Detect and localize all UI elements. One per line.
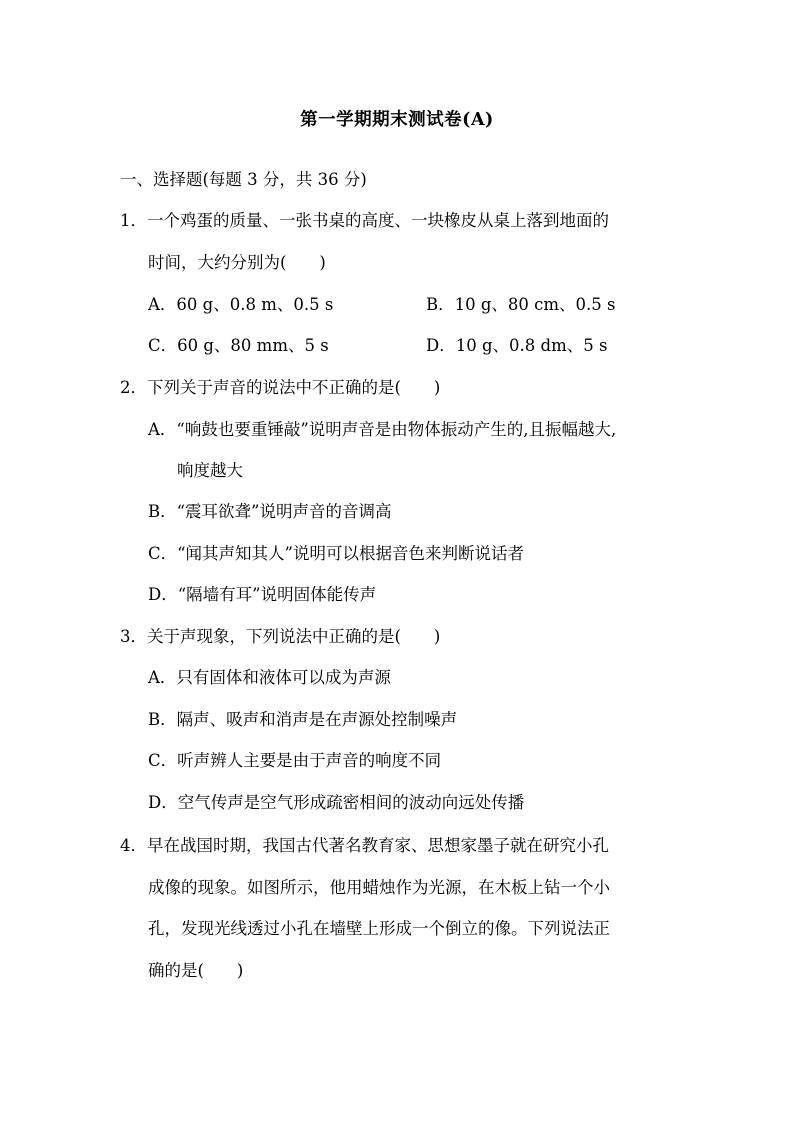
question-1-stem-line-1: 1．一个鸡蛋的质量、一张书桌的高度、一块橡皮从桌上落到地面的 <box>120 211 609 230</box>
question-1-option-c: C．60 g、80 mm、5 s <box>148 336 329 355</box>
question-4-stem-line-3: 孔，发现光线透过小孔在墙壁上形成一个倒立的像。下列说法正 <box>148 919 610 938</box>
question-3-option-a: A．只有固体和液体可以成为声源 <box>148 668 391 687</box>
question-3-option-c: C．听声辨人主要是由于声音的响度不同 <box>148 751 442 770</box>
question-2-option-a: A．“响鼓也要重锤敲”说明声音是由物体振动产生的,且振幅越大, <box>148 420 617 439</box>
question-2-option-d: D．“隔墙有耳”说明固体能传声 <box>148 585 377 604</box>
question-1-option-b: B．10 g、80 cm、0.5 s <box>426 295 616 314</box>
question-4-stem-line-1: 4．早在战国时期，我国古代著名教育家、思想家墨子就在研究小孔 <box>120 836 609 855</box>
question-3-stem: 3．关于声现象，下列说法中正确的是( ) <box>120 627 441 646</box>
question-1-option-d: D．10 g、0.8 dm、5 s <box>426 336 608 355</box>
question-2-stem: 2．下列关于声音的说法中不正确的是( ) <box>120 378 441 397</box>
question-1-option-a: A．60 g、0.8 m、0.5 s <box>148 295 334 314</box>
question-2-option-b: B．“震耳欲聋”说明声音的音调高 <box>148 502 392 521</box>
question-2-option-a-continued: 响度越大 <box>177 461 243 480</box>
question-3-option-d: D．空气传声是空气形成疏密相间的波动向远处传播 <box>148 793 525 812</box>
question-3-option-b: B．隔声、吸声和消声是在声源处控制噪声 <box>148 710 458 729</box>
question-4-stem-line-4: 确的是( ) <box>148 961 244 980</box>
page-title: 第一学期期末测试卷(A) <box>300 110 494 130</box>
section-heading: 一、选择题(每题 3 分，共 36 分) <box>120 170 367 189</box>
question-2-option-c: C．“闻其声知其人”说明可以根据音色来判断说话者 <box>148 544 524 563</box>
question-4-stem-line-2: 成像的现象。如图所示，他用蜡烛作为光源，在木板上钻一个小 <box>148 878 610 897</box>
question-1-stem-line-2: 时间，大约分别为( ) <box>148 253 326 272</box>
